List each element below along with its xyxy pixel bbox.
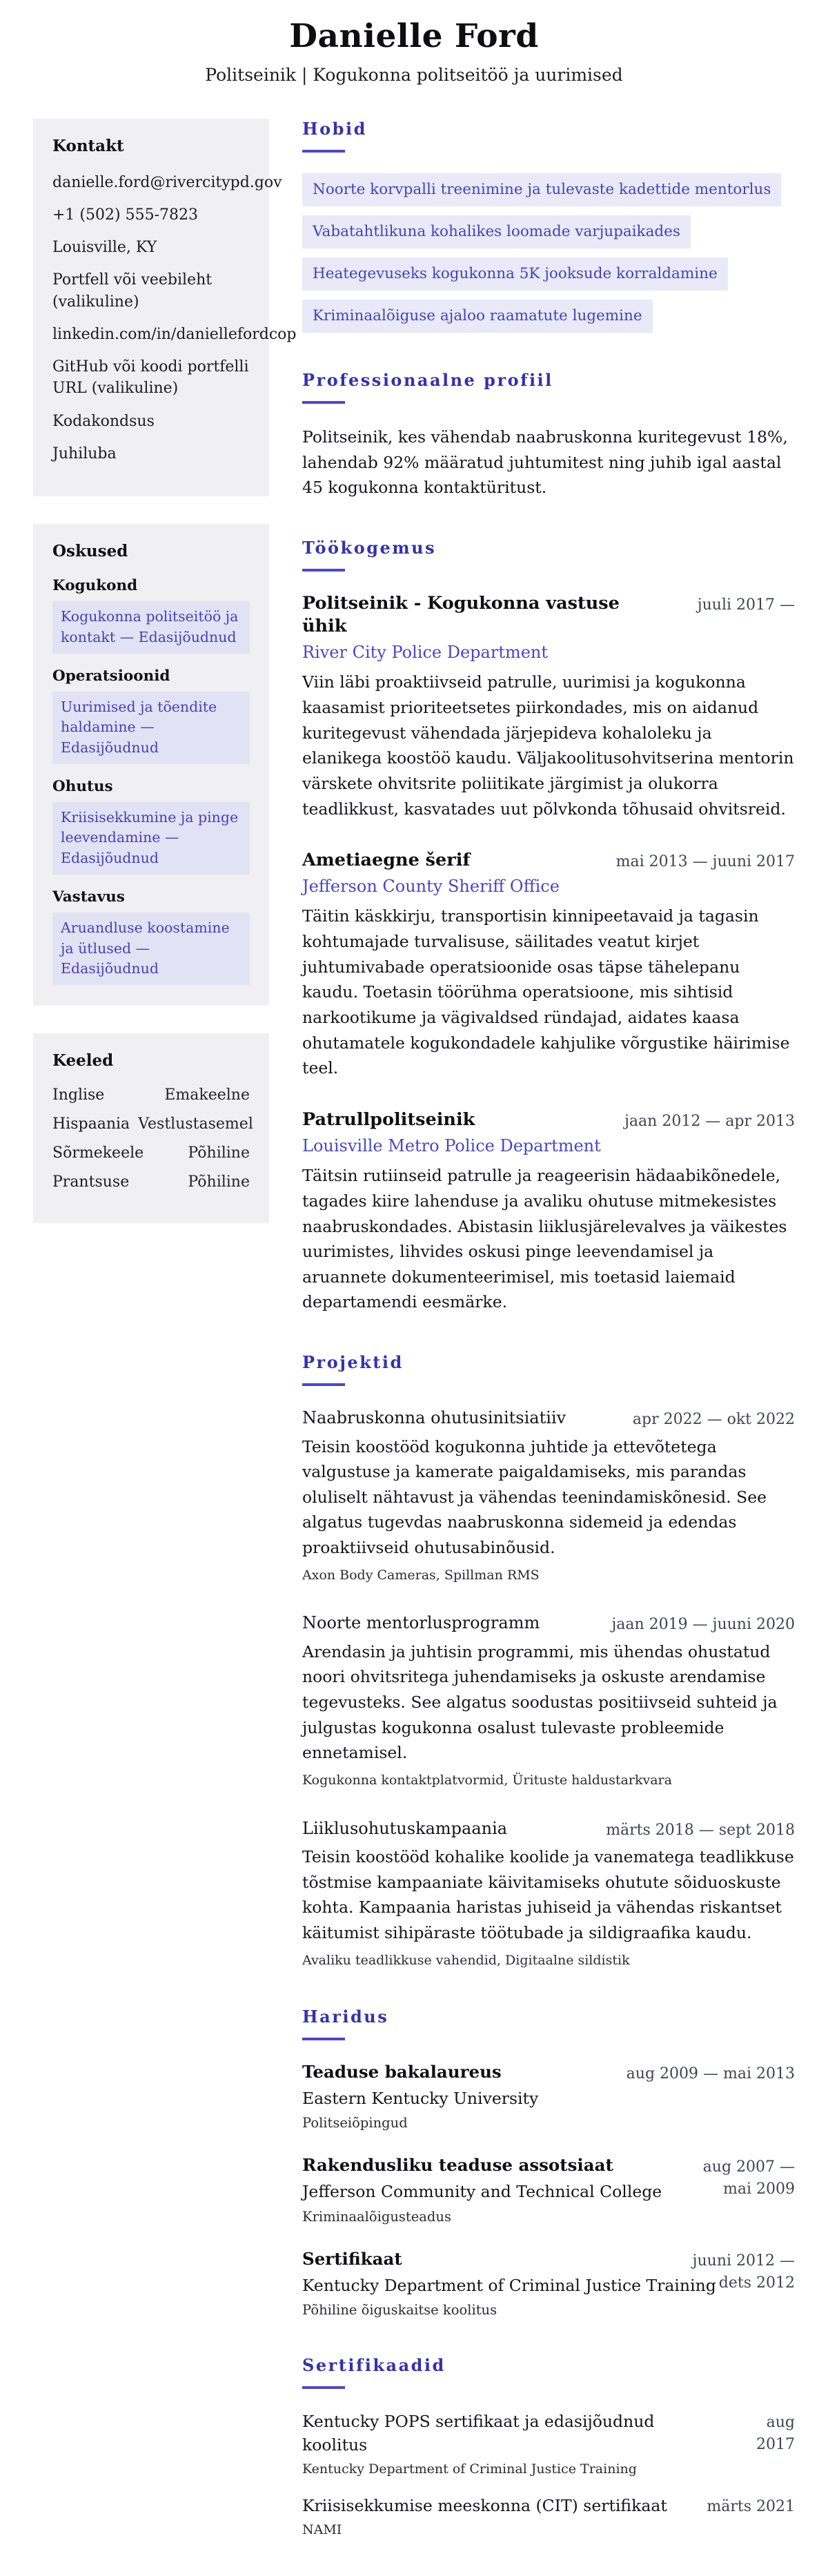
person-tagline: Politseinik | Kogukonna politseitöö ja uurimised — [205, 64, 623, 85]
school-name: Eastern Kentucky University — [302, 2089, 539, 2109]
contact-email: danielle.ford@rivercitypd.gov — [52, 173, 282, 191]
language-level: Vestlustasemel — [138, 1115, 253, 1133]
job-company-link[interactable]: River City Police Department — [302, 643, 549, 663]
job-title: Politseinik - Kogukonna vastuse ühik — [302, 593, 620, 637]
section-profile — [302, 370, 795, 500]
project-title: Naabruskonna ohutusinitsiatiiv — [302, 1408, 566, 1428]
degree-title: Teaduse bakalaureus — [302, 2062, 502, 2082]
resume-header — [33, 17, 795, 87]
certificate-date: märts 2021 — [707, 2497, 795, 2515]
skills-card-title: Oskused — [52, 542, 128, 561]
degree-title: Sertifikaat — [302, 2248, 402, 2269]
section-underline — [302, 2386, 345, 2389]
hobby-chip: Heategevuseks kogukonna 5K jooksude korraldamine — [302, 257, 728, 291]
main-column — [302, 119, 795, 2576]
school-name: Kentucky Department of Criminal Justice Training — [302, 2275, 716, 2295]
project-tools: Axon Body Cameras, Spillman RMS — [302, 1567, 540, 1583]
skill-chip: Kogukonna politseitöö ja kontakt — Edasijõudnud — [52, 601, 250, 653]
certificates-section-title: Sertifikaadid — [302, 2354, 446, 2375]
degree-title: Rakendusliku teaduse assotsiaat — [302, 2155, 613, 2176]
language-level: Emakeelne — [164, 1086, 250, 1104]
contact-phone: +1 (502) 555-7823 — [52, 206, 198, 224]
contact-github: GitHub või koodi portfelli URL (valikuline) — [52, 358, 249, 398]
project-description: Teisin koostööd kohalike koolide ja vanematega teadlikkuse tõstmise kampaaniate käivitamiseks ohutute sõiduoskuste kohta. Kampaania haristas juhiseid ja vähendas riskantset käitumist sihipäraste töötubade ja sildigraafika kaudu. — [302, 1847, 794, 1943]
skill-chip: Kriisisekkumine ja pinge leevendamine — Edasijõudnud — [52, 802, 250, 875]
language-name: Hispaania — [52, 1115, 130, 1133]
field-of-study: Kriminaalõigusteadus — [302, 2208, 451, 2225]
profile-text: Politseinik, kes vähendab naabruskonna kuritegevust 18%, lahendab 92% määratud juhtumitest ning juhib igal aastal 45 kogukonna kontaktüritust. — [302, 427, 788, 498]
job-entry — [302, 1109, 795, 1315]
skill-chip: Uurimised ja tõendite haldamine — Edasijõudnud — [52, 692, 250, 764]
project-date: jaan 2019 — juuni 2020 — [611, 1616, 795, 1634]
sidebar — [33, 119, 297, 2576]
job-entry — [302, 849, 795, 1081]
job-date: juuli 2017 — — [697, 596, 795, 614]
languages-card-title: Keeled — [52, 1051, 114, 1070]
skill-category: Kogukond — [52, 577, 138, 595]
section-hobbies — [302, 119, 795, 333]
project-tools: Kogukonna kontaktplatvormid, Ürituste haldustarkvara — [302, 1773, 672, 1788]
job-description: Täitin käskkirju, transportisin kinnipeetavaid ja tagasin kohtumajade turvalisuse, säilitades veatut kirjet juhtumivabade operatsioonide osas täpse tähelepanu kaudu. Toetasin töörühma operatsioone, mis sihtisid narkootikume ja vägivaldsed ründajad, aidates kaasa ohutamatele kogukondadele kahjulike võrgustike häirimise teel. — [302, 906, 790, 1078]
education-date: aug 2007 — mai 2009 — [702, 2158, 795, 2198]
skills-card — [33, 524, 269, 1006]
job-company-link[interactable]: Louisville Metro Police Department — [302, 1136, 601, 1156]
project-entry — [302, 1612, 795, 1789]
section-underline — [302, 569, 345, 572]
certificate-name: Kentucky POPS sertifikaat ja edasijõudnud koolitus — [302, 2411, 655, 2455]
project-entry — [302, 1817, 795, 1970]
hobbies-section-title: Hobid — [302, 118, 367, 139]
language-row — [52, 1173, 250, 1191]
language-row — [52, 1086, 250, 1104]
education-entry — [302, 2248, 795, 2318]
education-date: juuni 2012 — dets 2012 — [692, 2252, 795, 2292]
section-underline — [302, 401, 345, 404]
section-underline — [302, 2038, 345, 2040]
job-date: mai 2013 — juuni 2017 — [615, 853, 795, 871]
languages-card — [33, 1033, 269, 1223]
job-description: Täitsin rutiinseid patrulle ja reageerisin hädaabikõnedele, tagades kiire lahenduse ja avaliku ohutuse mitmekesistes naabruskondades. Abistasin liiklusjärelevalves ja väikestes uurimistes, lihvides oskusi pinge leevendamisel ja aruannete dokumenteerimisel, mis toetasid laiemaid departamendi eesmärke. — [302, 1166, 787, 1312]
skill-category: Vastavus — [52, 888, 125, 906]
certificate-entry — [302, 2410, 795, 2479]
contact-portfolio: Portfell või veebileht (valikuline) — [52, 271, 213, 311]
skill-category: Operatsioonid — [52, 667, 170, 685]
contact-card — [33, 119, 297, 496]
section-education — [302, 2007, 795, 2318]
job-description: Viin läbi proaktiivseid patrulle, uurimisi ja kogukonna kaasamist prioriteetsetes piirkondades, mis on aidanud kuritegevust vähendada järjepideva kohaloleku ja elanikega koostöö kaudu. Väljakoolitusohvitserina mentorin värskete ohvitsrite poliitikate järgimist ja olukorra teadlikkust, kasvatades uut põlvkonda tõhusaid ohvitsreid. — [302, 672, 794, 819]
language-row — [52, 1115, 253, 1133]
project-entry — [302, 1407, 795, 1584]
certificate-issuer: Kentucky Department of Criminal Justice Training — [302, 2461, 637, 2477]
language-level: Põhiline — [188, 1144, 250, 1162]
section-projects — [302, 1352, 795, 1969]
skill-chip: Aruandluse koostamine ja ütlused — Edasijõudnud — [52, 913, 250, 985]
field-of-study: Põhiline õiguskaitse koolitus — [302, 2301, 497, 2318]
language-row — [52, 1144, 250, 1162]
project-title: Noorte mentorlusprogramm — [302, 1613, 540, 1633]
projects-section-title: Projektid — [302, 1352, 404, 1373]
job-title: Patrullpolitseinik — [302, 1109, 475, 1131]
language-name: Sõrmekeele — [52, 1144, 144, 1162]
job-title: Ametiaegne šerif — [302, 850, 471, 871]
job-company-link[interactable]: Jefferson County Sheriff Office — [302, 877, 560, 897]
section-experience — [302, 538, 795, 1315]
job-entry — [302, 592, 795, 821]
section-underline — [302, 150, 345, 153]
hobby-chip: Vabatahtlikuna kohalikes loomade varjupaikades — [302, 215, 691, 248]
education-entry — [302, 2154, 795, 2224]
project-date: märts 2018 — sept 2018 — [606, 1821, 795, 1839]
contact-linkedin: linkedin.com/in/daniellefordcop — [52, 325, 297, 343]
school-name: Jefferson Community and Technical College — [302, 2182, 662, 2202]
content-columns — [33, 119, 795, 2576]
project-description: Teisin koostööd kogukonna juhtide ja ettevõtetega valgustuse ja kamerate paigaldamiseks, mis parandas oluliselt nähtavust ja vähendas teenindamiskõnesid. See algatus tugevdas naabruskonna sidemeid ja edendas proaktiivseid ohutusabinõusid. — [302, 1436, 767, 1558]
hobby-chip: Noorte korvpalli treenimine ja tulevaste kadettide mentorlus — [302, 173, 781, 206]
section-underline — [302, 1383, 345, 1386]
project-date: apr 2022 — okt 2022 — [632, 1411, 795, 1429]
language-name: Prantsuse — [52, 1173, 130, 1191]
language-name: Inglise — [52, 1086, 105, 1104]
contact-drivers-license: Juhiluba — [52, 445, 117, 462]
project-description: Arendasin ja juhtisin programmi, mis ühendas ohustatud noori ohvitsritega juhendamiseks ja oskuste arendamise tegevusteks. See algatus soodustas positiivseid suhteid ja julgustas kogukonna osalust tulevaste probleemide ennetamisel. — [302, 1641, 778, 1763]
project-tools: Avaliku teadlikkuse vahendid, Digitaalne sildistik — [302, 1952, 630, 1968]
contact-location: Louisville, KY — [52, 239, 157, 257]
contact-citizenship: Kodakondsus — [52, 412, 155, 430]
section-certificates — [302, 2355, 795, 2539]
education-section-title: Haridus — [302, 2007, 389, 2027]
profile-section-title: Professionaalne profiil — [302, 370, 553, 391]
education-entry — [302, 2061, 795, 2131]
certificate-entry — [302, 2494, 795, 2539]
person-name: Danielle Ford — [289, 17, 539, 55]
education-date: aug 2009 — mai 2013 — [626, 2065, 795, 2083]
certificate-name: Kriisisekkumise meeskonna (CIT) sertifikaat — [302, 2495, 667, 2515]
hobby-chip: Kriminaalõiguse ajaloo raamatute lugemine — [302, 300, 653, 333]
language-level: Põhiline — [188, 1173, 250, 1191]
job-date: jaan 2012 — apr 2013 — [624, 1113, 795, 1131]
certificate-issuer: NAMI — [302, 2521, 342, 2537]
project-title: Liiklusohutuskampaania — [302, 1818, 508, 1838]
certificate-date: aug 2017 — [756, 2413, 795, 2453]
skill-category: Ohutus — [52, 777, 113, 795]
contact-card-title: Kontakt — [52, 136, 124, 155]
experience-section-title: Töökogemus — [302, 538, 437, 558]
field-of-study: Politseiõpingud — [302, 2115, 408, 2131]
